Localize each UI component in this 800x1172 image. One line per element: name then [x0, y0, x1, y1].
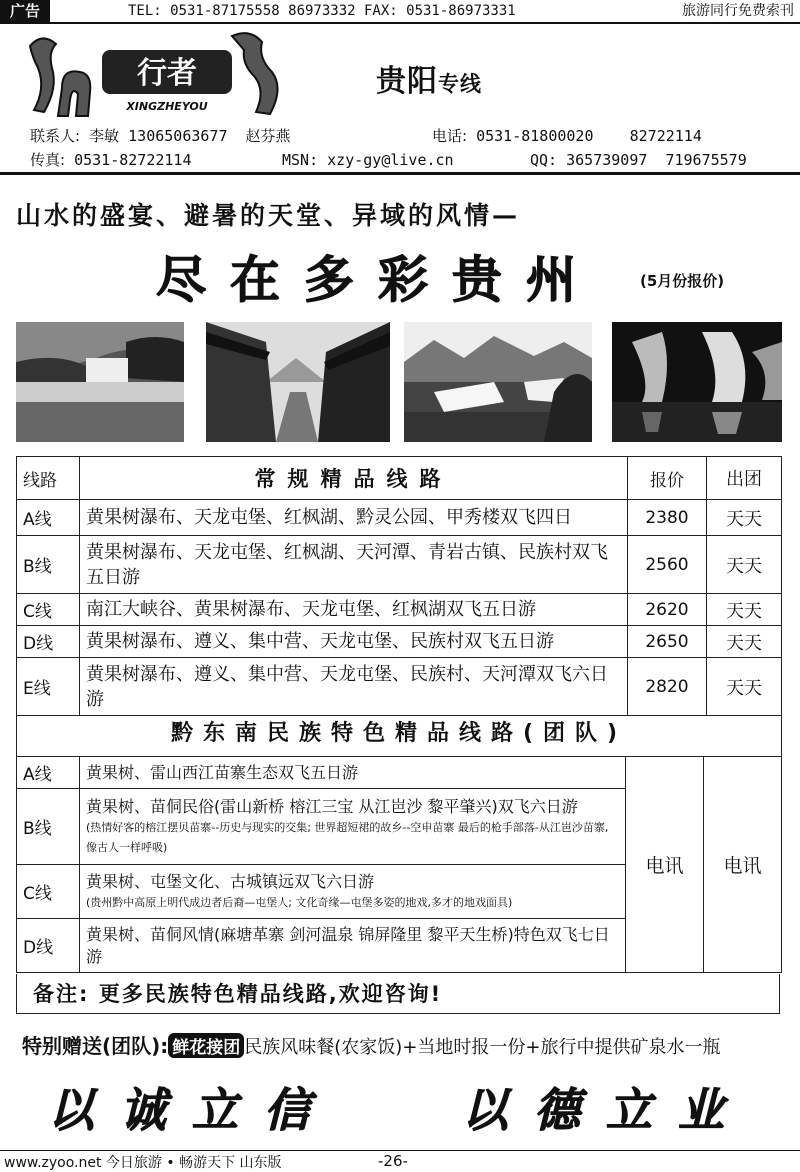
contact-person-line: 联系人: 李敏 13065063677 赵芬燕: [30, 127, 291, 145]
flower-welcome-badge: 鲜花接团: [168, 1033, 244, 1058]
route-departure: 天天: [707, 594, 782, 626]
route-column-header: 线路: [17, 457, 80, 500]
route-departure: 天天: [707, 500, 782, 536]
table-row: [17, 757, 782, 789]
ethnic-routes-title: 黔东南民族特色精品线路(团队): [16, 712, 782, 757]
price-column-header: 报价: [628, 457, 707, 500]
phone-line: 电话: 0531-81800020 82722114: [432, 127, 702, 145]
special-gift: [22, 1030, 721, 1059]
river-falls-photo: [404, 322, 592, 442]
route-price: 2560: [628, 536, 707, 594]
route-price: 2620: [628, 594, 707, 626]
fax-line: 传真: 0531-82722114: [30, 151, 192, 169]
route-price: 2380: [628, 500, 707, 536]
route-label: B线: [17, 789, 80, 865]
table-row: [17, 500, 782, 536]
gift-label: 特别赠送(团队):: [22, 1034, 169, 1058]
route-label: A线: [17, 500, 80, 536]
cave-photo: [612, 322, 782, 442]
route-description: 南江大峡谷、黄果树瀑布、天龙屯堡、红枫湖双飞五日游: [80, 594, 628, 626]
slogan-honesty: 以诚立信: [48, 1083, 336, 1137]
price-note: (5月份报价): [640, 272, 725, 290]
route-label: C线: [17, 865, 80, 919]
route-label: D线: [17, 919, 80, 973]
route-label: C线: [17, 594, 80, 626]
gift-text: 民族风味餐(农家饭)+当地时报一份+旅行中提供矿泉水一瓶: [244, 1037, 721, 1058]
route-description: 黄果树、苗侗民俗(雷山新桥 榕江三宝 从江岜沙 黎平肇兴)双飞六日游 (热情好客的榕江摆贝苗寨--历史与现实的交集; 世界超短裙的故乡--空申苗寨 最后的枪手部落-从江岜沙苗寨,像古人一样呼吸): [80, 789, 626, 865]
route-departure: 天天: [707, 536, 782, 594]
agency-contact-line: TEL: 0531-87175558 86973332 FAX: 0531-86973331: [128, 3, 516, 19]
slogan-virtue: 以德立业: [462, 1083, 750, 1137]
table-row: [17, 626, 782, 658]
table-row: [17, 594, 782, 626]
page-number: -26-: [378, 1152, 408, 1170]
route-note: (贵州黔中高原上明代成边者后裔—屯堡人; 文化奇缘—屯堡多姿的地戏,多才的地戏面具): [86, 895, 513, 909]
route-description: 黄果树、雷山西江苗寨生态双飞五日游: [80, 757, 626, 789]
route-description: 黄果树瀑布、遵义、集中营、天龙屯堡、民族村、天河潭双飞六日游: [80, 658, 628, 716]
ethnic-routes-table: [16, 756, 782, 973]
route-price: 2650: [628, 626, 707, 658]
route-description: 黄果树瀑布、天龙屯堡、红枫湖、天河潭、青岩古镇、民族村双飞五日游: [80, 536, 628, 594]
footer-divider: [0, 1150, 800, 1151]
remark: 备注: 更多民族特色精品线路,欢迎咨询!: [16, 974, 780, 1014]
route-label: E线: [17, 658, 80, 716]
logo-text: 行者: [137, 56, 197, 91]
route-departure: 电讯: [704, 757, 782, 973]
journal-tag: 旅游同行免费索刊: [682, 3, 794, 19]
qq-line: QQ: 365739097 719675579: [530, 151, 747, 169]
ad-tag: 广告: [0, 0, 50, 22]
regular-routes-title: 常规精品线路: [80, 457, 628, 500]
route-note: (热情好客的榕江摆贝苗寨--历史与现实的交集; 世界超短裙的故乡--空申苗寨 最后的枪手部落-从江岜沙苗寨,像古人一样呼吸): [86, 820, 609, 854]
route-description: 黄果树、屯堡文化、古城镇远双飞六日游 (贵州黔中高原上明代成边者后裔—屯堡人; 文化奇缘—屯堡多姿的地戏,多才的地戏面具): [80, 865, 626, 919]
table-header-row: [17, 457, 782, 500]
table-row: [17, 536, 782, 594]
headline: 山水的盛宴、避暑的天堂、异域的风情—: [16, 201, 521, 230]
header-divider: [0, 172, 800, 175]
route-label: D线: [17, 626, 80, 658]
route-price: 2820: [628, 658, 707, 716]
logo-subtext: XINGZHEYOU: [126, 100, 208, 113]
route-label: B线: [17, 536, 80, 594]
route-departure: 天天: [707, 658, 782, 716]
departure-column-header: 出团: [707, 457, 782, 500]
xingzheyou-logo: [22, 28, 312, 122]
route-title: 贵阳专线: [376, 64, 482, 99]
waterfall-photo: [16, 322, 184, 442]
route-description: 黄果树、苗侗风情(麻塘革寨 剑河温泉 锦屏隆里 黎平天生桥)特色双飞七日游: [80, 919, 626, 973]
route-label: A线: [17, 757, 80, 789]
big-title: 尽在多彩贵州: [156, 250, 600, 309]
route-description: 黄果树瀑布、遵义、集中营、天龙屯堡、民族村双飞五日游: [80, 626, 628, 658]
regular-routes-table: [16, 456, 782, 716]
table-row: [17, 658, 782, 716]
route-departure: 天天: [707, 626, 782, 658]
route-description: 黄果树瀑布、天龙屯堡、红枫湖、黔灵公园、甲秀楼双飞四日: [80, 500, 628, 536]
footer-text: www.zyoo.net 今日旅游 • 畅游天下 山东版: [4, 1155, 282, 1171]
msn-line: MSN: xzy-gy@live.cn: [282, 151, 454, 169]
ancient-town-photo: [206, 322, 390, 442]
route-price: 电讯: [626, 757, 704, 973]
